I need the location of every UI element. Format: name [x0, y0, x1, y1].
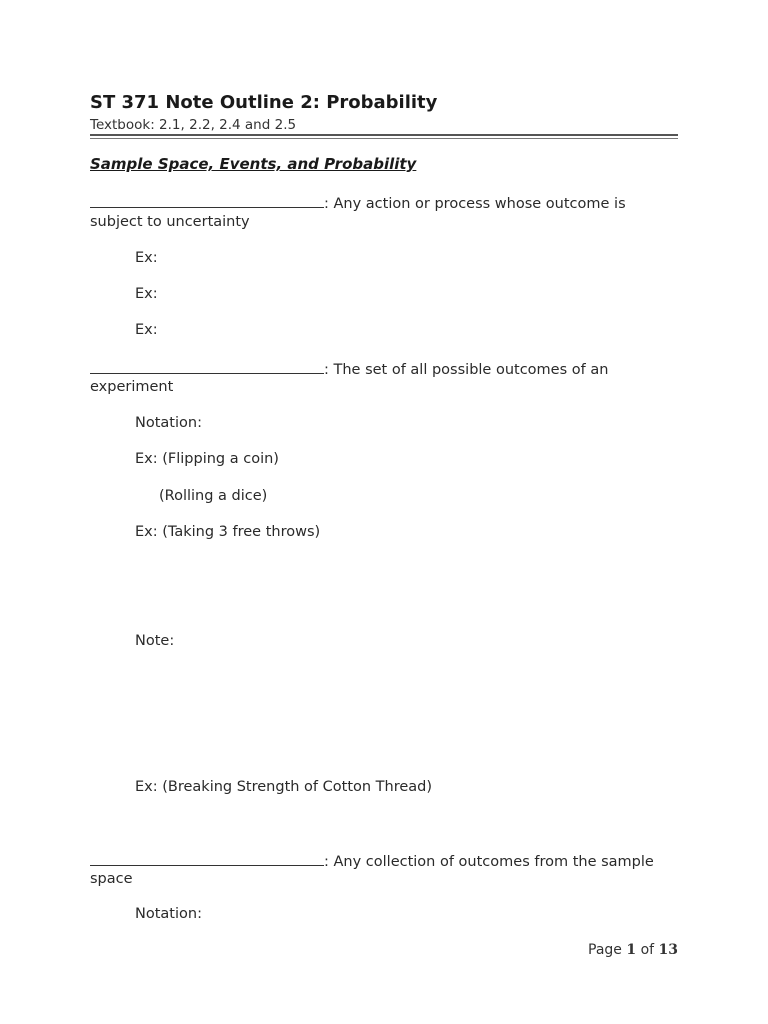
notation-label: Notation:	[135, 906, 202, 922]
definition-line	[90, 358, 608, 378]
example-coin: Ex: (Flipping a coin)	[135, 451, 279, 467]
textbook-reference: Textbook: 2.1, 2.2, 2.4 and 2.5	[90, 117, 297, 133]
definition-line	[90, 850, 654, 870]
definition-continuation: subject to uncertainty	[90, 214, 250, 230]
current-page: 1	[626, 942, 637, 958]
page-word: Page	[588, 942, 622, 958]
notation-label: Notation:	[135, 415, 202, 431]
page-number-footer	[588, 942, 678, 958]
example-label: Ex:	[135, 250, 158, 266]
section-heading: Sample Space, Events, and Probability	[90, 155, 417, 173]
fill-in-blank	[90, 192, 324, 208]
definition-text: : Any action or process whose outcome is	[324, 196, 626, 212]
document-title: ST 371 Note Outline 2: Probability	[90, 92, 438, 113]
example-cotton-thread: Ex: (Breaking Strength of Cotton Thread)	[135, 779, 433, 795]
definition-line	[90, 192, 626, 212]
note-label: Note:	[135, 633, 175, 649]
total-pages: 13	[658, 942, 678, 958]
example-label: Ex:	[135, 286, 158, 302]
definition-continuation: space	[90, 871, 133, 887]
example-dice: (Rolling a dice)	[159, 488, 268, 504]
header-divider-thin	[90, 138, 678, 139]
fill-in-blank	[90, 358, 324, 374]
definition-text: : The set of all possible outcomes of an	[324, 362, 609, 378]
example-free-throws: Ex: (Taking 3 free throws)	[135, 524, 321, 540]
fill-in-blank	[90, 850, 324, 866]
definition-continuation: experiment	[90, 379, 174, 395]
header-divider-thick	[90, 134, 678, 136]
definition-text: : Any collection of outcomes from the sample	[324, 854, 654, 870]
example-label: Ex:	[135, 322, 158, 338]
of-word: of	[640, 942, 655, 958]
